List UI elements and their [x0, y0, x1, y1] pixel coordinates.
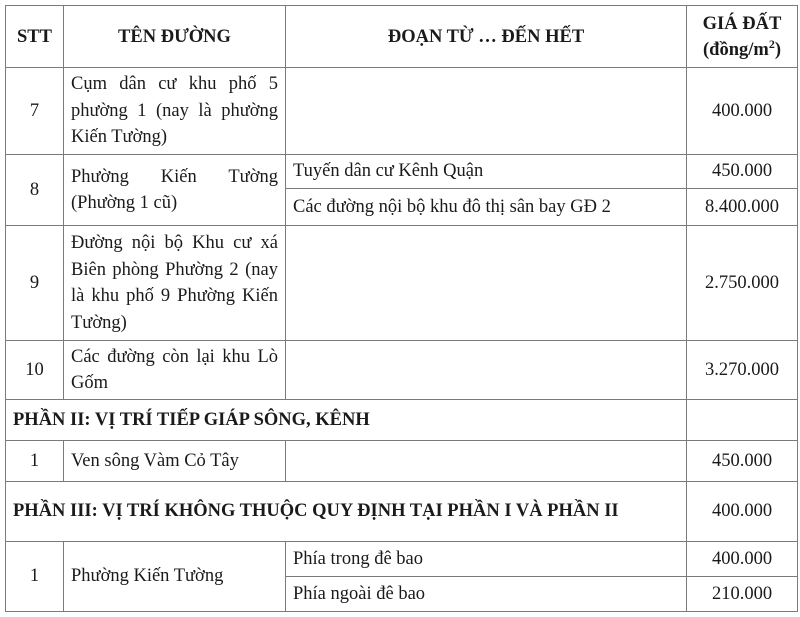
cell-ten-duong: Phường Kiến Tường — [64, 542, 286, 612]
table-row — [6, 542, 798, 577]
header-doan: ĐOẠN TỪ … ĐẾN HẾT — [286, 6, 687, 68]
cell-gia: 2.750.000 — [687, 226, 798, 341]
header-ten-duong: TÊN ĐƯỜNG — [64, 6, 286, 68]
cell-gia: 450.000 — [687, 155, 798, 189]
table-row — [6, 341, 798, 400]
header-gia-label: GIÁ ĐẤT — [702, 13, 782, 34]
header-gia-dat — [687, 6, 798, 68]
header-stt: STT — [6, 6, 64, 68]
cell-ten-duong: Ven sông Vàm Cỏ Tây — [64, 441, 286, 482]
cell-stt: 9 — [6, 226, 64, 341]
unit-close: ) — [774, 39, 781, 60]
section-3-gia: 400.000 — [687, 482, 798, 542]
cell-ten-duong: Đường nội bộ Khu cư xá Biên phòng Phường 2 (nay là khu phố 9 Phường Kiến Tường) — [64, 226, 286, 341]
cell-stt: 1 — [6, 441, 64, 482]
cell-stt: 1 — [6, 542, 64, 612]
cell-doan: Phía trong đê bao — [286, 542, 687, 577]
section-2-gia — [687, 400, 798, 441]
table-row — [6, 155, 798, 189]
cell-stt: 8 — [6, 155, 64, 226]
cell-gia: 450.000 — [687, 441, 798, 482]
cell-stt: 7 — [6, 68, 64, 155]
cell-doan: Tuyến dân cư Kênh Quận — [286, 155, 687, 189]
cell-ten-duong: Cụm dân cư khu phố 5 phường 1 (nay là phường Kiến Tường) — [64, 68, 286, 155]
header-gia-unit — [703, 36, 781, 60]
table-row — [6, 68, 798, 155]
cell-doan: Phía ngoài đê bao — [286, 577, 687, 612]
cell-ten-duong: Các đường còn lại khu Lò Gốm — [64, 341, 286, 400]
unit-superscript: 2 — [768, 36, 775, 51]
cell-gia: 3.270.000 — [687, 341, 798, 400]
unit-text: (đồng/m — [703, 39, 769, 60]
cell-doan — [286, 441, 687, 482]
cell-gia: 400.000 — [687, 68, 798, 155]
cell-doan: Các đường nội bộ khu đô thị sân bay GĐ 2 — [286, 189, 687, 226]
cell-doan — [286, 226, 687, 341]
land-price-table — [5, 5, 798, 612]
cell-gia: 210.000 — [687, 577, 798, 612]
section-header-row — [6, 400, 798, 441]
cell-ten-duong: Phường Kiến Tường (Phường 1 cũ) — [64, 155, 286, 226]
table-row — [6, 226, 798, 341]
header-row — [6, 6, 798, 68]
cell-stt: 10 — [6, 341, 64, 400]
table-row — [6, 441, 798, 482]
cell-gia: 8.400.000 — [687, 189, 798, 226]
section-2-title: PHẦN II: VỊ TRÍ TIẾP GIÁP SÔNG, KÊNH — [6, 400, 687, 441]
section-header-row — [6, 482, 798, 542]
cell-gia: 400.000 — [687, 542, 798, 577]
cell-doan — [286, 68, 687, 155]
section-3-title: PHẦN III: VỊ TRÍ KHÔNG THUỘC QUY ĐỊNH TẠI PHẦN I VÀ PHẦN II — [6, 482, 687, 542]
cell-doan — [286, 341, 687, 400]
